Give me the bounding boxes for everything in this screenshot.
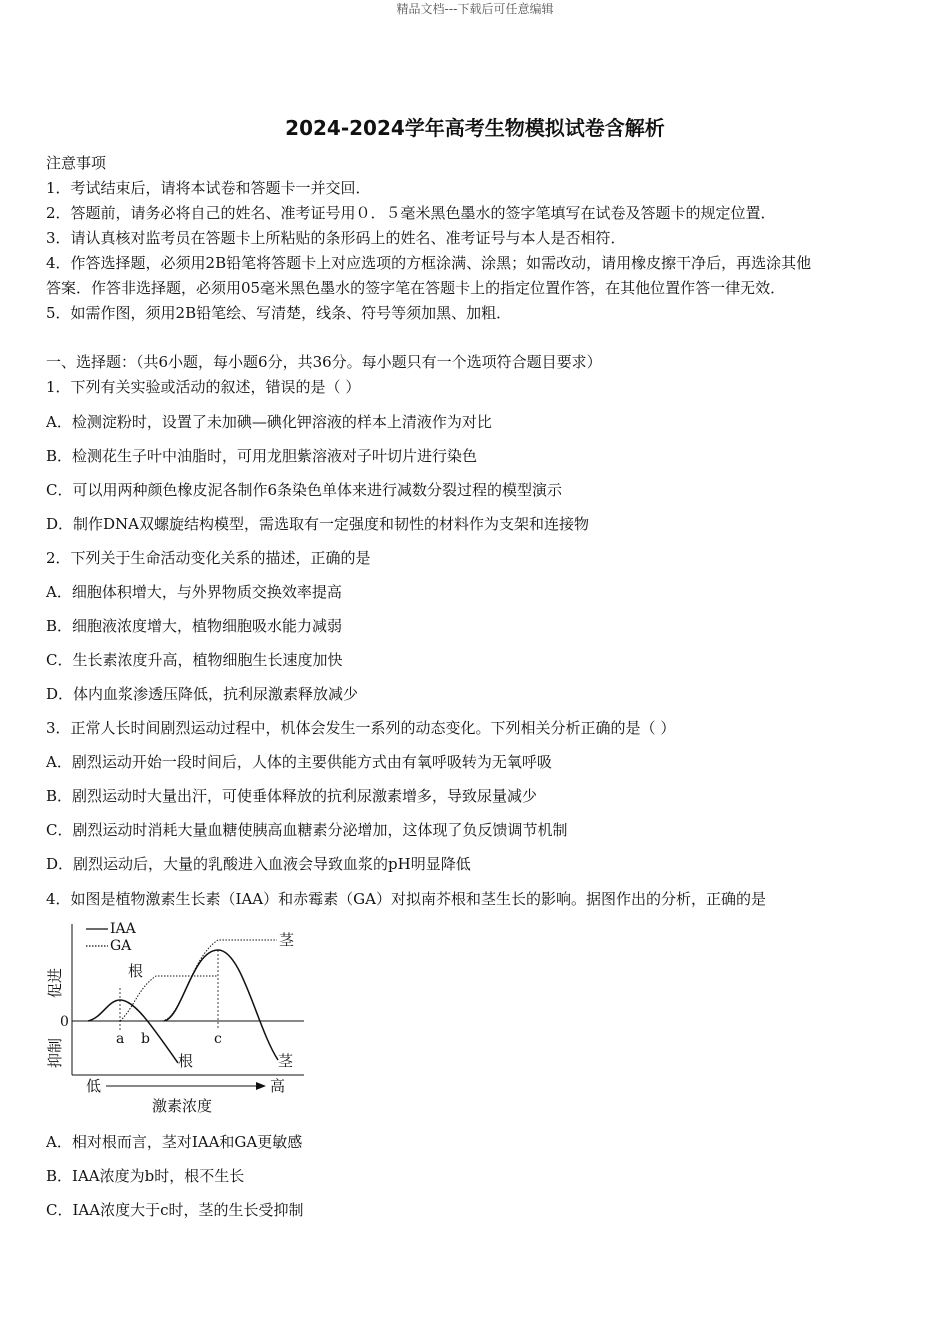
question-option: D．制作DNA双螺旋结构模型，需选取有一定强度和韧性的材料作为支架和连接物 <box>46 515 590 533</box>
notice-item: 3．请认真核对监考员在答题卡上所粘贴的条形码上的姓名、准考证号与本人是否相符． <box>46 229 626 247</box>
legend-ga: GA <box>110 938 132 954</box>
question-option: A．检测淀粉时，设置了未加碘—碘化钾溶液的样本上清液作为对比 <box>46 413 492 431</box>
notice-item: 1．考试结束后，请将本试卷和答题卡一并交回． <box>46 179 371 197</box>
tick-c: c <box>214 1031 222 1047</box>
tick-a: a <box>116 1031 125 1047</box>
ga-root-label: 根 <box>128 962 144 980</box>
y-label-inhibit: 抑制 <box>46 1037 64 1068</box>
x-arrow-head <box>256 1082 266 1090</box>
question-stem: 2．下列关于生命活动变化关系的描述，正确的是 <box>46 549 371 567</box>
question-stem: 4．如图是植物激素生长素（IAA）和赤霉素（GA）对拟南芥根和茎生长的影响。据图作出的分析，正确的是 <box>46 890 766 908</box>
x-axis-title: 激素浓度 <box>152 1097 213 1115</box>
question-option: B．剧烈运动时大量出汗，可使垂体释放的抗利尿激素增多，导致尿量减少 <box>46 787 538 805</box>
y-label-promote: 促进 <box>46 967 64 998</box>
question-option: A．细胞体积增大，与外界物质交换效率提高 <box>46 583 342 601</box>
question-option: C．生长素浓度升高，植物细胞生长速度加快 <box>46 651 343 669</box>
notice-item: 答案．作答非选择题，必须用05毫米黑色墨水的签字笔在答题卡上的指定位置作答，在其他位置作答一律无效． <box>46 279 786 297</box>
question-option: B．检测花生子叶中油脂时，可用龙胆紫溶液对子叶切片进行染色 <box>46 447 478 465</box>
section-heading: 一、选择题：（共6小题，每小题6分，共36分。每小题只有一个选项符合题目要求） <box>46 353 602 371</box>
iaa-stem-label: 茎 <box>278 1052 294 1070</box>
question-option: C．可以用两种颜色橡皮泥各制作6条染色单体来进行减数分裂过程的模型演示 <box>46 481 563 499</box>
notice-heading: 注意事项 <box>46 154 107 172</box>
hormone-figure <box>42 918 312 1118</box>
tick-b: b <box>141 1031 150 1047</box>
legend-iaa: IAA <box>110 921 136 937</box>
notice-item: 4．作答选择题，必须用2B铅笔将答题卡上对应选项的方框涂满、涂黑；如需改动，请用橡皮擦干净后，再选涂其他 <box>46 254 812 272</box>
iaa-root-curve <box>88 1000 178 1063</box>
question-option: C．IAA浓度大于c时，茎的生长受抑制 <box>46 1201 304 1219</box>
x-label-high: 高 <box>270 1077 286 1095</box>
question-option: D．剧烈运动后，大量的乳酸进入血液会导致血浆的pH明显降低 <box>46 855 471 873</box>
ga-root-curve <box>120 976 217 1021</box>
x-label-low: 低 <box>86 1077 102 1095</box>
question-option: A．剧烈运动开始一段时间后，人体的主要供能方式由有氧呼吸转为无氧呼吸 <box>46 753 552 771</box>
question-stem: 1．下列有关实验或活动的叙述，错误的是（ ） <box>46 378 361 396</box>
question-option: B．IAA浓度为b时，根不生长 <box>46 1167 245 1185</box>
zero-label: 0 <box>60 1014 69 1030</box>
iaa-root-label: 根 <box>178 1052 194 1070</box>
question-option: A．相对根而言，茎对IAA和GA更敏感 <box>46 1133 303 1151</box>
header-note: 精品文档---下载后可任意编辑 <box>396 2 554 16</box>
notice-item: 2．答题前，请务必将自己的姓名、准考证号用０．５毫米黑色墨水的签字笔填写在试卷及答题卡的规定位置． <box>46 204 776 222</box>
question-option: C．剧烈运动时消耗大量血糖使胰高血糖素分泌增加，这体现了负反馈调节机制 <box>46 821 568 839</box>
notice-item: 5．如需作图，须用2B铅笔绘、写清楚，线条、符号等须加黑、加粗． <box>46 304 512 322</box>
question-stem: 3．正常人长时间剧烈运动过程中，机体会发生一系列的动态变化。下列相关分析正确的是（ ） <box>46 719 676 737</box>
question-option: B．细胞液浓度增大，植物细胞吸水能力减弱 <box>46 617 343 635</box>
page-title: 2024-2024学年高考生物模拟试卷含解析 <box>285 116 665 140</box>
ga-stem-curve <box>162 940 277 1021</box>
question-option: D．体内血浆渗透压降低，抗利尿激素释放减少 <box>46 685 359 703</box>
ga-stem-label: 茎 <box>279 931 295 949</box>
